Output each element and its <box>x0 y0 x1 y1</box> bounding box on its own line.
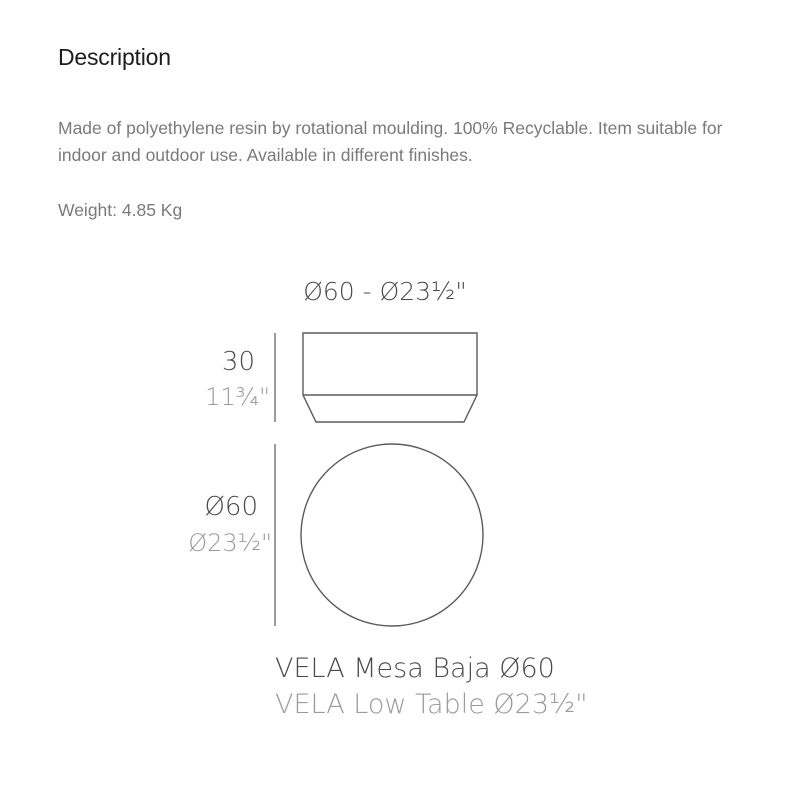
height-in-label: 11¾" <box>205 383 270 411</box>
top-dimension-label: Ø60 - Ø23½" <box>303 277 467 306</box>
diameter-cm-label: Ø60 <box>204 492 258 522</box>
diameter-in-label: Ø23½" <box>188 529 272 557</box>
height-cm-label: 30 <box>221 347 255 377</box>
product-name-es: VELA Mesa Baja Ø60 <box>275 653 555 684</box>
description-text: Made of polyethylene resin by rotational moulding. 100% Recyclable. Item suitable for indoor and outdoor use. Available in different finishes. <box>58 118 723 165</box>
side-view-outline <box>303 333 477 422</box>
weight-text: Weight: 4.85 Kg <box>58 200 183 220</box>
side-view <box>303 333 477 422</box>
product-name-en: VELA Low Table Ø23½" <box>275 689 588 720</box>
description-heading: Description <box>58 44 171 70</box>
plan-view-circle <box>301 444 483 626</box>
